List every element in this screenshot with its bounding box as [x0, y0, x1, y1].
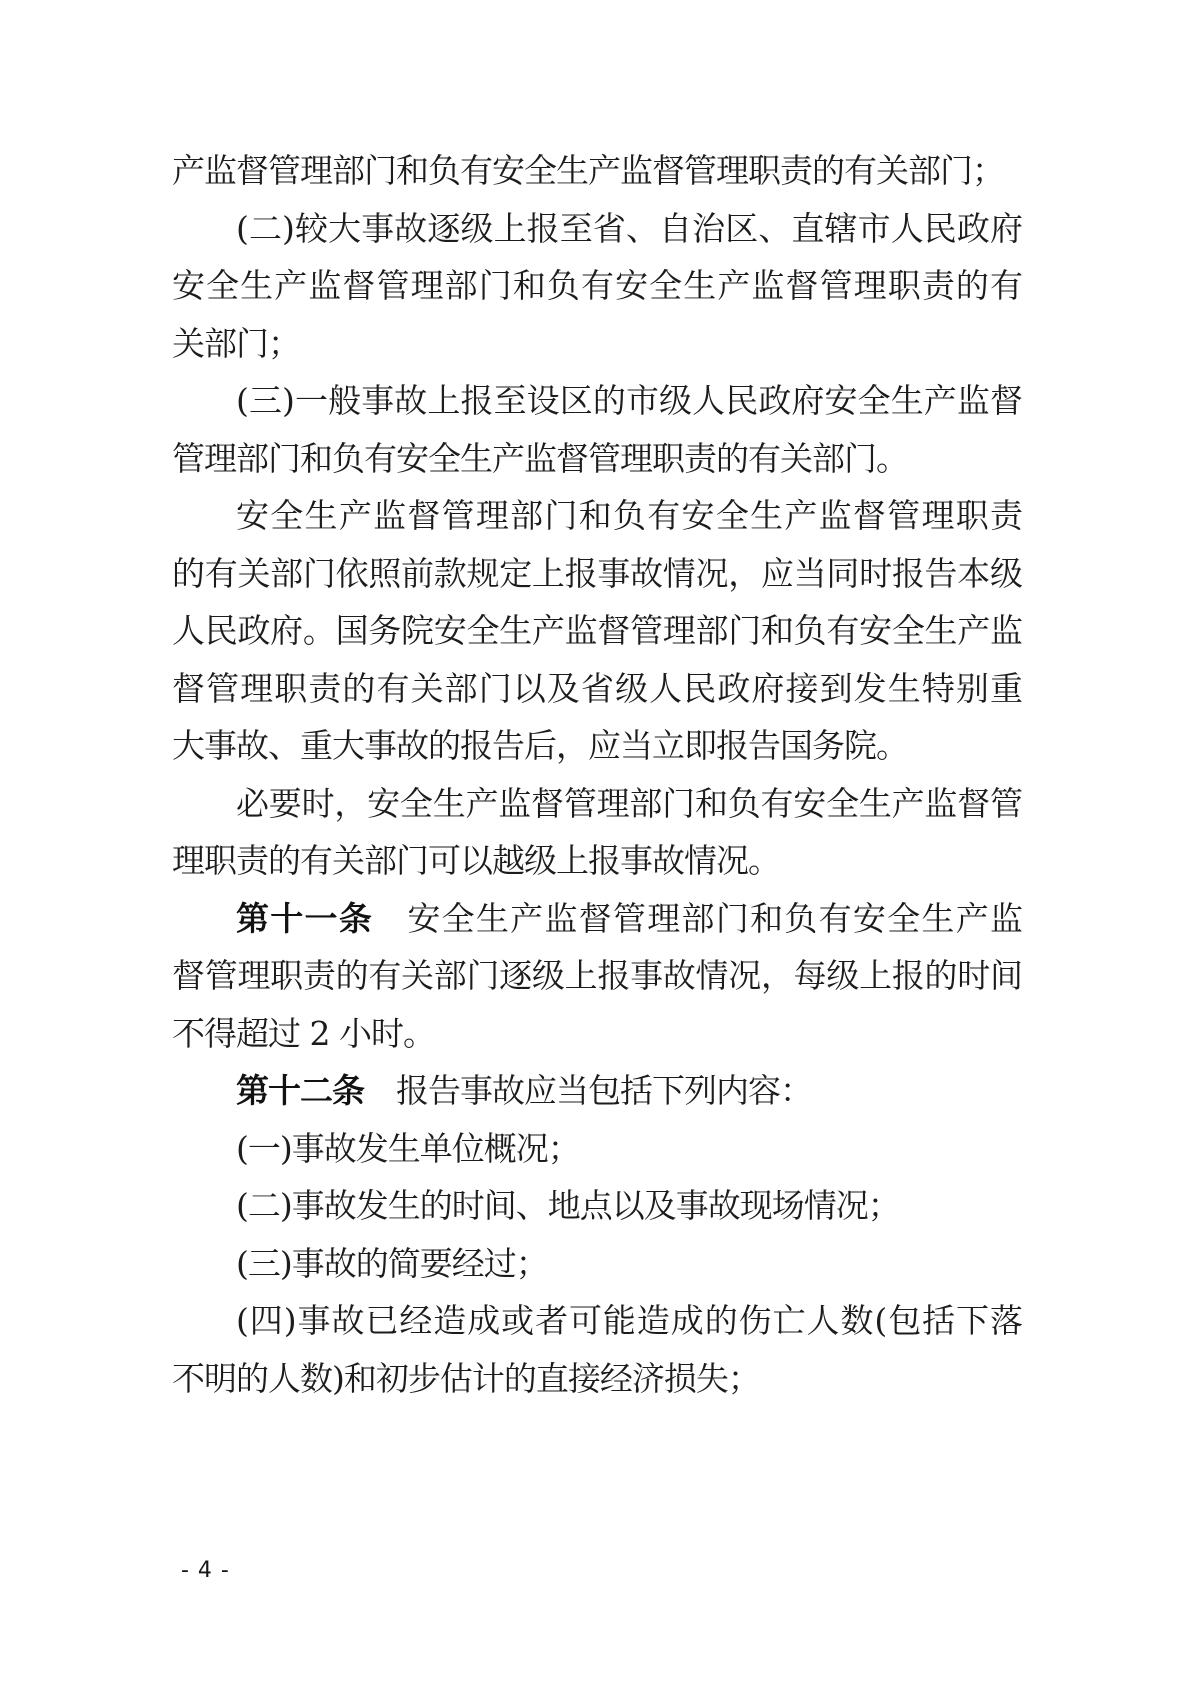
text-line	[172, 947, 1022, 1005]
text-line	[172, 1350, 1022, 1408]
line-text: 的有关部门依照前款规定上报事故情况，应当同时报告本级	[172, 553, 1022, 593]
line-text: 安全生产监督管理部门和负有安全生产监督管理职责	[236, 496, 1022, 535]
text-line	[172, 890, 1022, 948]
line-text: 人民政府。国务院安全生产监督管理部门和负有安全生产监	[172, 611, 1022, 650]
article-heading: 第十二条	[236, 1071, 364, 1110]
line-text: 关部门；	[172, 323, 300, 363]
text-line	[172, 200, 1022, 258]
line-text: 必要时，安全生产监督管理部门和负有安全生产监督管	[236, 783, 1022, 823]
text-line	[172, 142, 1022, 200]
line-text: (一)事故发生单位概况；	[236, 1128, 580, 1168]
line-text: 理职责的有关部门可以越级上报事故情况。	[172, 841, 780, 880]
text-line	[172, 487, 1022, 545]
text-line	[172, 775, 1022, 833]
text-line	[172, 660, 1022, 718]
line-text: 督管理职责的有关部门逐级上报事故情况，每级上报的时间	[172, 956, 1022, 995]
line-text: 安全生产监督管理部门和负有安全生产监	[373, 898, 1023, 938]
text-line	[172, 602, 1022, 660]
text-line	[172, 545, 1022, 603]
text-line	[172, 430, 1022, 488]
text-line	[172, 1120, 1022, 1178]
line-text: 安全生产监督管理部门和负有安全生产监督管理职责的有	[172, 266, 1022, 305]
text-line	[172, 832, 1022, 890]
line-text: (三)一般事故上报至设区的市级人民政府安全生产监督	[236, 381, 1022, 420]
text-line	[172, 1005, 1022, 1063]
text-line	[172, 717, 1022, 775]
line-text: 大事故、重大事故的报告后，应当立即报告国务院。	[172, 726, 908, 765]
line-text: (三)事故的简要经过；	[236, 1243, 548, 1283]
text-line	[172, 372, 1022, 430]
document-body	[172, 142, 1022, 1407]
line-text: 不得超过 2 小时。	[172, 1013, 435, 1053]
line-text: (四)事故已经造成或者可能造成的伤亡人数(包括下落	[236, 1301, 1022, 1340]
text-line	[172, 257, 1022, 315]
line-text: 督管理职责的有关部门以及省级人民政府接到发生特别重	[172, 668, 1022, 708]
text-line	[172, 1177, 1022, 1235]
article-heading: 第十一条	[236, 898, 374, 938]
line-text: 不明的人数)和初步估计的直接经济损失；	[172, 1358, 760, 1398]
text-line	[172, 1062, 1022, 1120]
page-number: - 4 -	[181, 1558, 230, 1583]
text-line	[172, 1235, 1022, 1293]
line-text: (二)事故发生的时间、地点以及事故现场情况；	[236, 1186, 900, 1225]
line-text: (二)较大事故逐级上报至省、自治区、直辖市人民政府	[236, 208, 1022, 248]
text-line	[172, 1292, 1022, 1350]
text-line	[172, 315, 1022, 373]
line-text: 报告事故应当包括下列内容：	[364, 1071, 812, 1110]
line-text: 管理部门和负有安全生产监督管理职责的有关部门。	[172, 438, 908, 478]
line-text: 产监督管理部门和负有安全生产监督管理职责的有关部门；	[172, 151, 1004, 190]
